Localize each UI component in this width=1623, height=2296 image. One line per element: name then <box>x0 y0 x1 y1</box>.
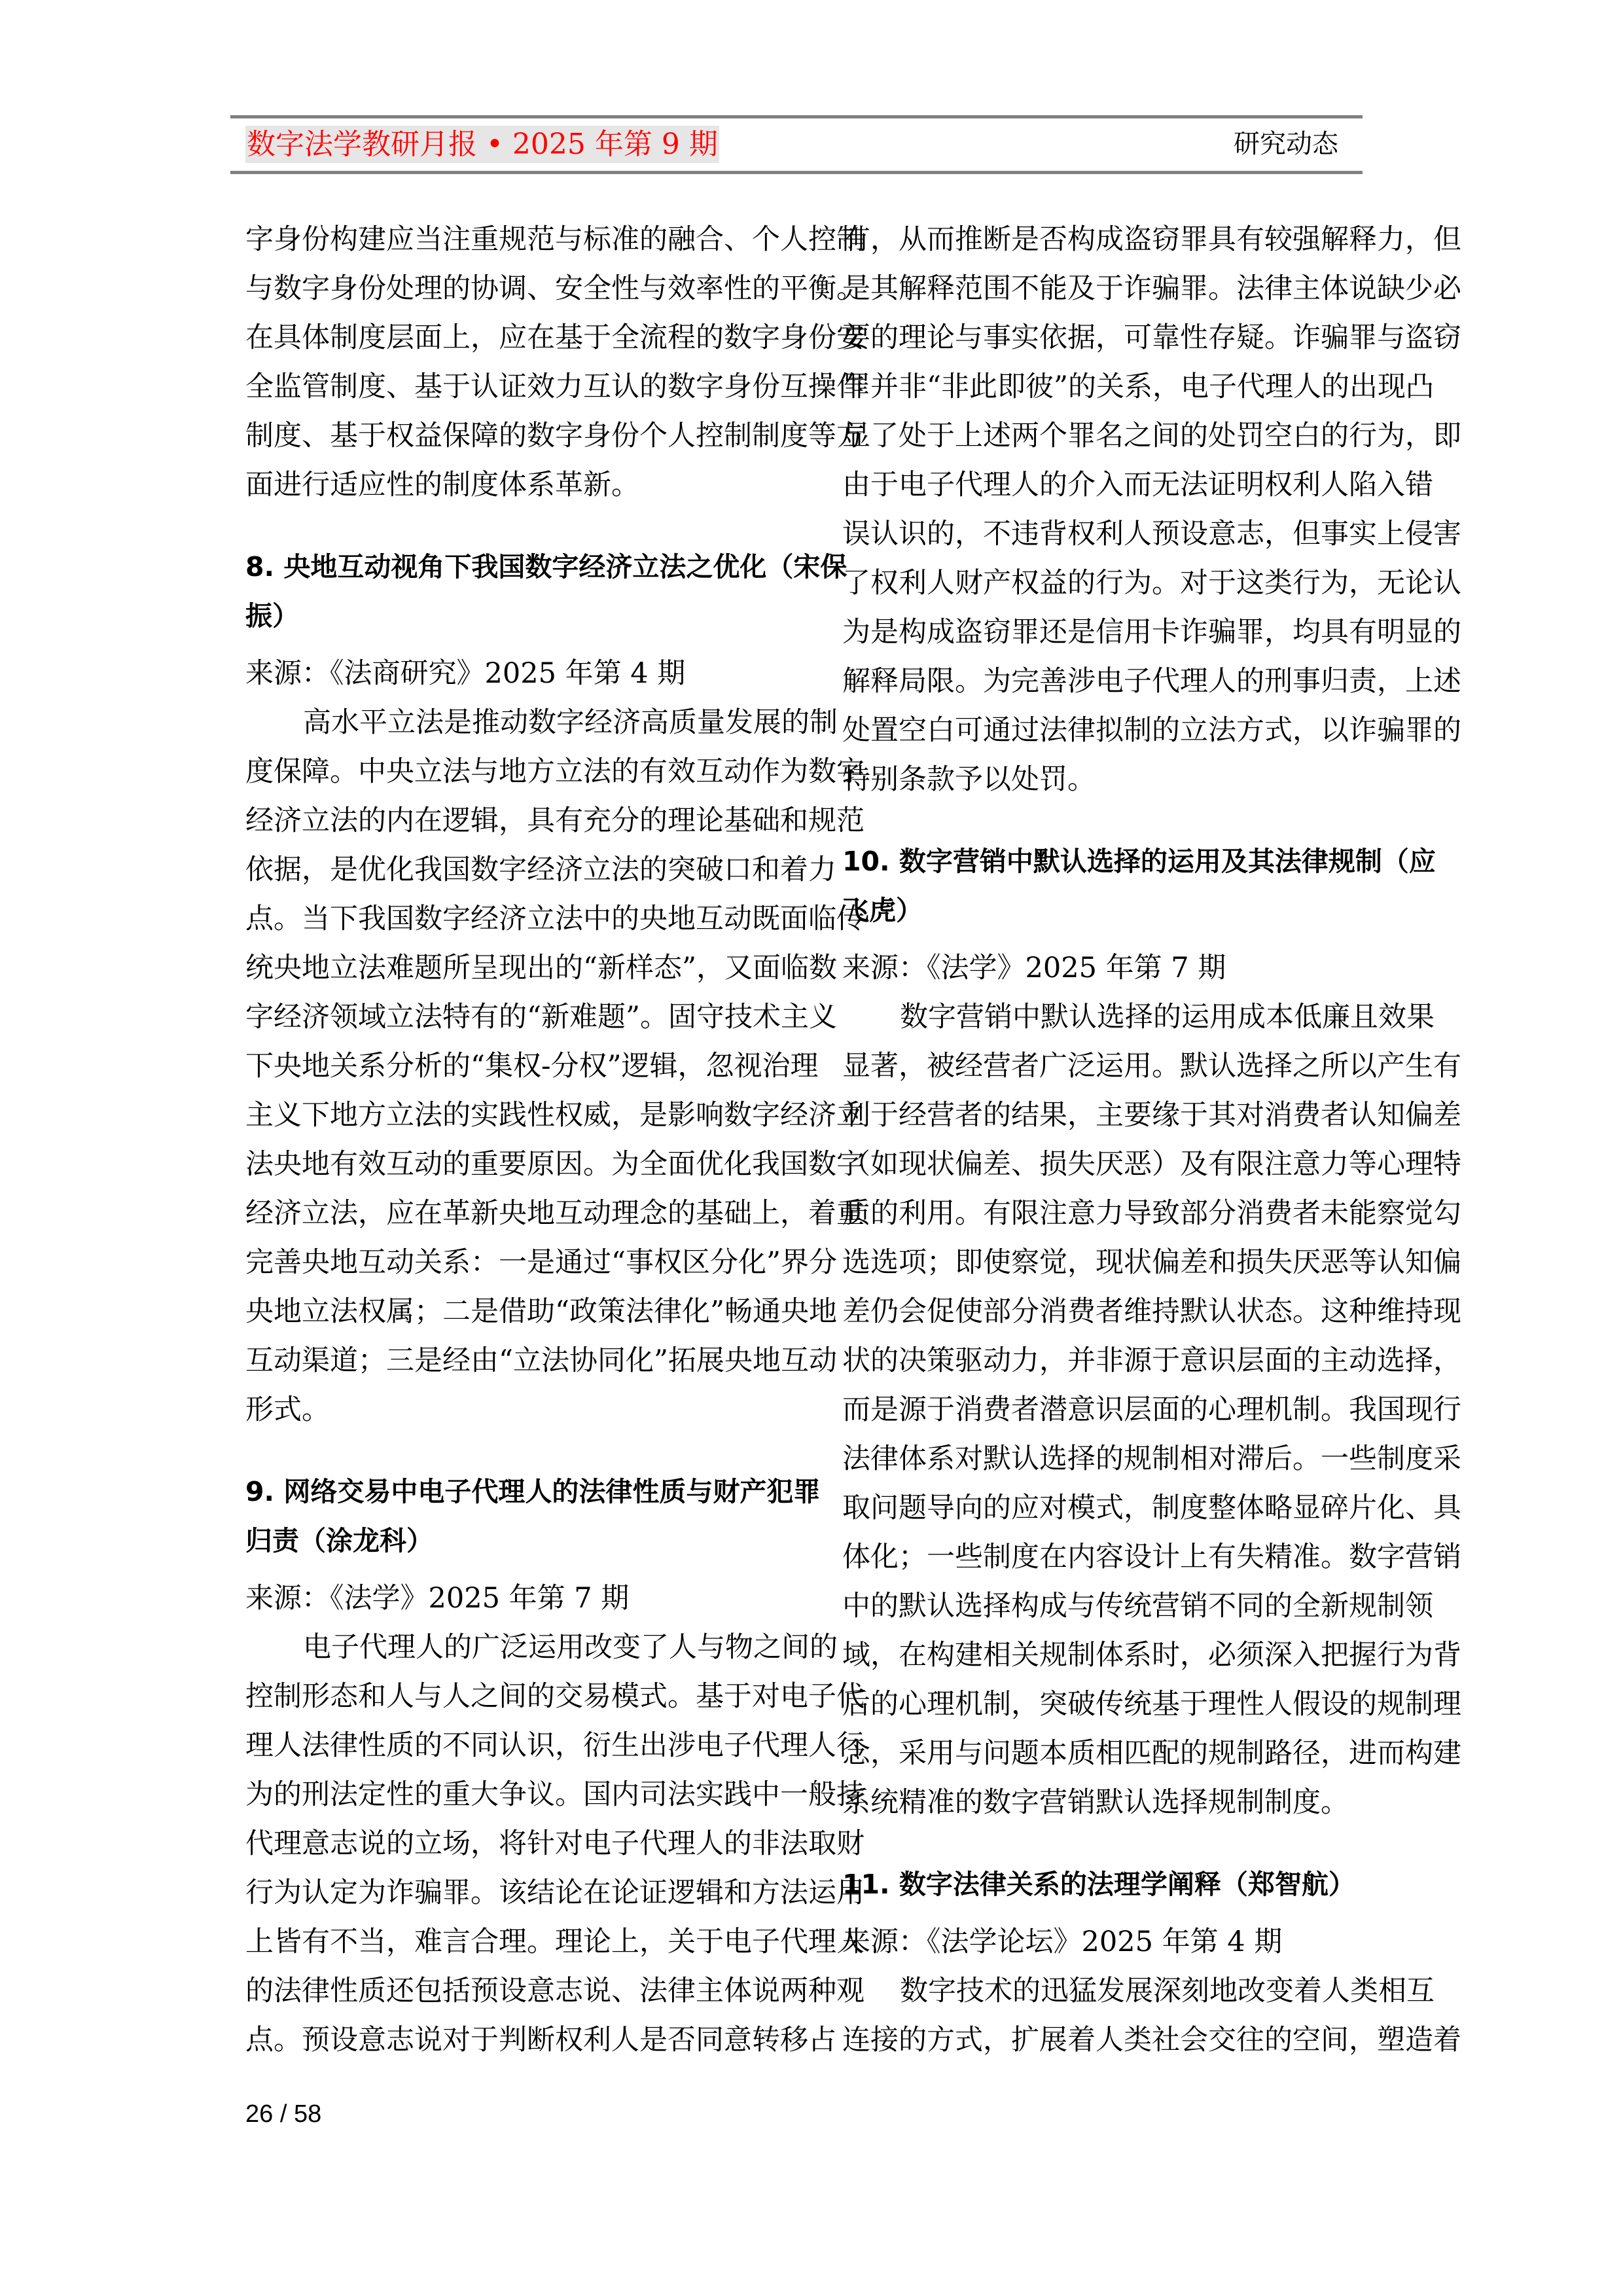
body-text-line: 数字技术的迅猛发展深刻地改变着人类相互 <box>900 1975 1435 2007</box>
body-text-line: 念，采用与问题本质相匹配的规制路径，进而构建 <box>842 1737 1461 1770</box>
body-text-line: 为是构成盗窃罪还是信用卡诈骗罪，均具有明显的 <box>842 616 1461 649</box>
body-text-line: 罪并非“非此即彼”的关系，电子代理人的出现凸 <box>842 370 1434 403</box>
body-text-line: 经济立法，应在革新央地互动理念的基础上，着重 <box>245 1197 865 1230</box>
body-text-line: 特别条款予以处罚。 <box>842 763 1096 796</box>
article-heading-continued: 飞虎） <box>842 895 923 926</box>
body-text-line: 上皆有不当，难言合理。理论上，关于电子代理人 <box>245 1926 865 1958</box>
body-text-line: 度保障。中央立法与地方立法的有效互动作为数字 <box>245 755 865 788</box>
body-text-line: 行为认定为诈骗罪。该结论在论证逻辑和方法运用 <box>245 1876 865 1909</box>
body-text-line: 统央地立法难题所呈现出的“新样态”，又面临数 <box>245 952 837 984</box>
body-text-line: 系统精准的数字营销默认选择规制制度。 <box>842 1786 1349 1819</box>
body-text-line: 差仍会促使部分消费者维持默认状态。这种维持现 <box>842 1295 1461 1328</box>
body-text-line: 体化；一些制度在内容设计上有失精准。数字营销 <box>842 1541 1461 1573</box>
body-text-line: 解释局限。为完善涉电子代理人的刑事归责，上述 <box>842 665 1461 698</box>
section-label: 研究动态 <box>1234 129 1338 159</box>
body-text-line: 数字营销中默认选择的运用成本低廉且效果 <box>900 1001 1435 1033</box>
body-text-line: 理人法律性质的不同认识，衍生出涉电子代理人行 <box>245 1729 865 1762</box>
body-text-line: 了权利人财产权益的行为。对于这类行为，无论认 <box>842 567 1461 600</box>
body-text-line: 取问题导向的应对模式，制度整体略显碎片化、具 <box>842 1492 1461 1524</box>
body-text-line: 中的默认选择构成与传统营销不同的全新规制领 <box>842 1590 1433 1623</box>
body-text-line: 完善央地互动关系：一是通过“事权区分化”界分 <box>245 1246 837 1279</box>
article-heading: 9. 网络交易中电子代理人的法律性质与财产犯罪 <box>245 1476 821 1507</box>
page-number: 26 / 58 <box>245 2100 322 2128</box>
body-text-line: 要的理论与事实依据，可靠性存疑。诈骗罪与盗窃 <box>842 321 1461 354</box>
body-text-line: 在具体制度层面上，应在基于全流程的数字身份安 <box>245 321 865 354</box>
article-heading: 10. 数字营销中默认选择的运用及其法律规制（应 <box>842 846 1436 877</box>
article-heading: 11. 数字法律关系的法理学阐释（郑智航） <box>842 1869 1355 1900</box>
body-text-line: （如现状偏差、损失厌恶）及有限注意力等心理特 <box>842 1148 1461 1181</box>
body-text-line: 面进行适应性的制度体系革新。 <box>245 469 639 501</box>
body-text-line: 连接的方式，扩展着人类社会交往的空间，塑造着 <box>842 2024 1461 2056</box>
body-text-line: 电子代理人的广泛运用改变了人与物之间的 <box>303 1631 838 1664</box>
body-text-line: 法律体系对默认选择的规制相对滞后。一些制度采 <box>842 1443 1461 1475</box>
body-text-line: 显了处于上述两个罪名之间的处罚空白的行为，即 <box>842 420 1461 452</box>
body-text-line: 法央地有效互动的重要原因。为全面优化我国数字 <box>245 1148 865 1181</box>
body-text-line: 主义下地方立法的实践性权威，是影响数字经济立 <box>245 1099 865 1132</box>
body-text-line: 显著，被经营者广泛运用。默认选择之所以产生有 <box>842 1050 1461 1083</box>
body-text-line: 点。预设意志说对于判断权利人是否同意转移占 <box>245 2024 836 2056</box>
article-source: 来源：《法学》2025 年第 7 期 <box>245 1582 630 1615</box>
body-text-line: 依据，是优化我国数字经济立法的突破口和着力 <box>245 853 836 886</box>
body-text-line: 控制形态和人与人之间的交易模式。基于对电子代 <box>245 1680 865 1713</box>
body-text-line: 选选项；即使察觉，现状偏差和损失厌恶等认知偏 <box>842 1246 1461 1279</box>
article-source: 来源：《法学》2025 年第 7 期 <box>842 952 1226 984</box>
body-text-line: 而是源于消费者潜意识层面的心理机制。我国现行 <box>842 1393 1461 1426</box>
body-text-line: 代理意志说的立场，将针对电子代理人的非法取财 <box>245 1827 865 1860</box>
body-text-line: 点。当下我国数字经济立法中的央地互动既面临传 <box>245 903 865 935</box>
body-text-line: 域，在构建相关规制体系时，必须深入把握行为背 <box>842 1639 1461 1672</box>
body-text-line: 形式。 <box>245 1393 330 1426</box>
article-heading-continued: 振） <box>245 600 299 632</box>
article-source: 来源：《法学论坛》2025 年第 4 期 <box>842 1926 1283 1958</box>
body-text-line: 互动渠道；三是经由“立法协同化”拓展央地互动 <box>245 1344 837 1377</box>
body-text-line: 高水平立法是推动数字经济高质量发展的制 <box>303 706 838 739</box>
body-text-line: 是其解释范围不能及于诈骗罪。法律主体说缺少必 <box>842 272 1461 305</box>
body-text-line: 后的心理机制，突破传统基于理性人假设的规制理 <box>842 1688 1461 1721</box>
body-text-line: 有，从而推断是否构成盗窃罪具有较强解释力，但 <box>842 223 1461 256</box>
body-text-line: 下央地关系分析的“集权-分权”逻辑，忽视治理 <box>245 1050 819 1083</box>
article-heading-continued: 归责（涂龙科） <box>245 1525 433 1556</box>
article-heading: 8. 央地互动视角下我国数字经济立法之优化（宋保 <box>245 551 847 583</box>
body-text-line: 制度、基于权益保障的数字身份个人控制制度等方 <box>245 420 865 452</box>
body-text-line: 字身份构建应当注重规范与标准的融合、个人控制 <box>245 223 865 256</box>
body-text-line: 为的刑法定性的重大争议。国内司法实践中一般持 <box>245 1778 865 1811</box>
body-text-line: 央地立法权属；二是借助“政策法律化”畅通央地 <box>245 1295 837 1328</box>
body-text-line: 全监管制度、基于认证效力互认的数字身份互操作 <box>245 370 865 403</box>
journal-title: 数字法学教研月报 • 2025 年第 9 期 <box>245 126 719 163</box>
article-source: 来源：《法商研究》2025 年第 4 期 <box>245 657 686 690</box>
body-text-line: 误认识的，不违背权利人预设意志，但事实上侵害 <box>842 518 1461 550</box>
body-text-line: 状的决策驱动力，并非源于意识层面的主动选择， <box>842 1344 1461 1377</box>
header-top-rule <box>230 115 1363 118</box>
body-text-line: 质的利用。有限注意力导致部分消费者未能察觉勾 <box>842 1197 1461 1230</box>
header-bottom-rule <box>230 171 1363 174</box>
body-text-line: 与数字身份处理的协调、安全性与效率性的平衡。 <box>245 272 865 305</box>
body-text-line: 利于经营者的结果，主要缘于其对消费者认知偏差 <box>842 1099 1461 1132</box>
body-text-line: 由于电子代理人的介入而无法证明权利人陷入错 <box>842 469 1433 501</box>
body-text-line: 经济立法的内在逻辑，具有充分的理论基础和规范 <box>245 804 865 837</box>
body-text-line: 字经济领域立法特有的“新难题”。固守技术主义 <box>245 1001 837 1033</box>
body-text-line: 处置空白可通过法律拟制的立法方式，以诈骗罪的 <box>842 714 1461 747</box>
body-text-line: 的法律性质还包括预设意志说、法律主体说两种观 <box>245 1975 865 2007</box>
